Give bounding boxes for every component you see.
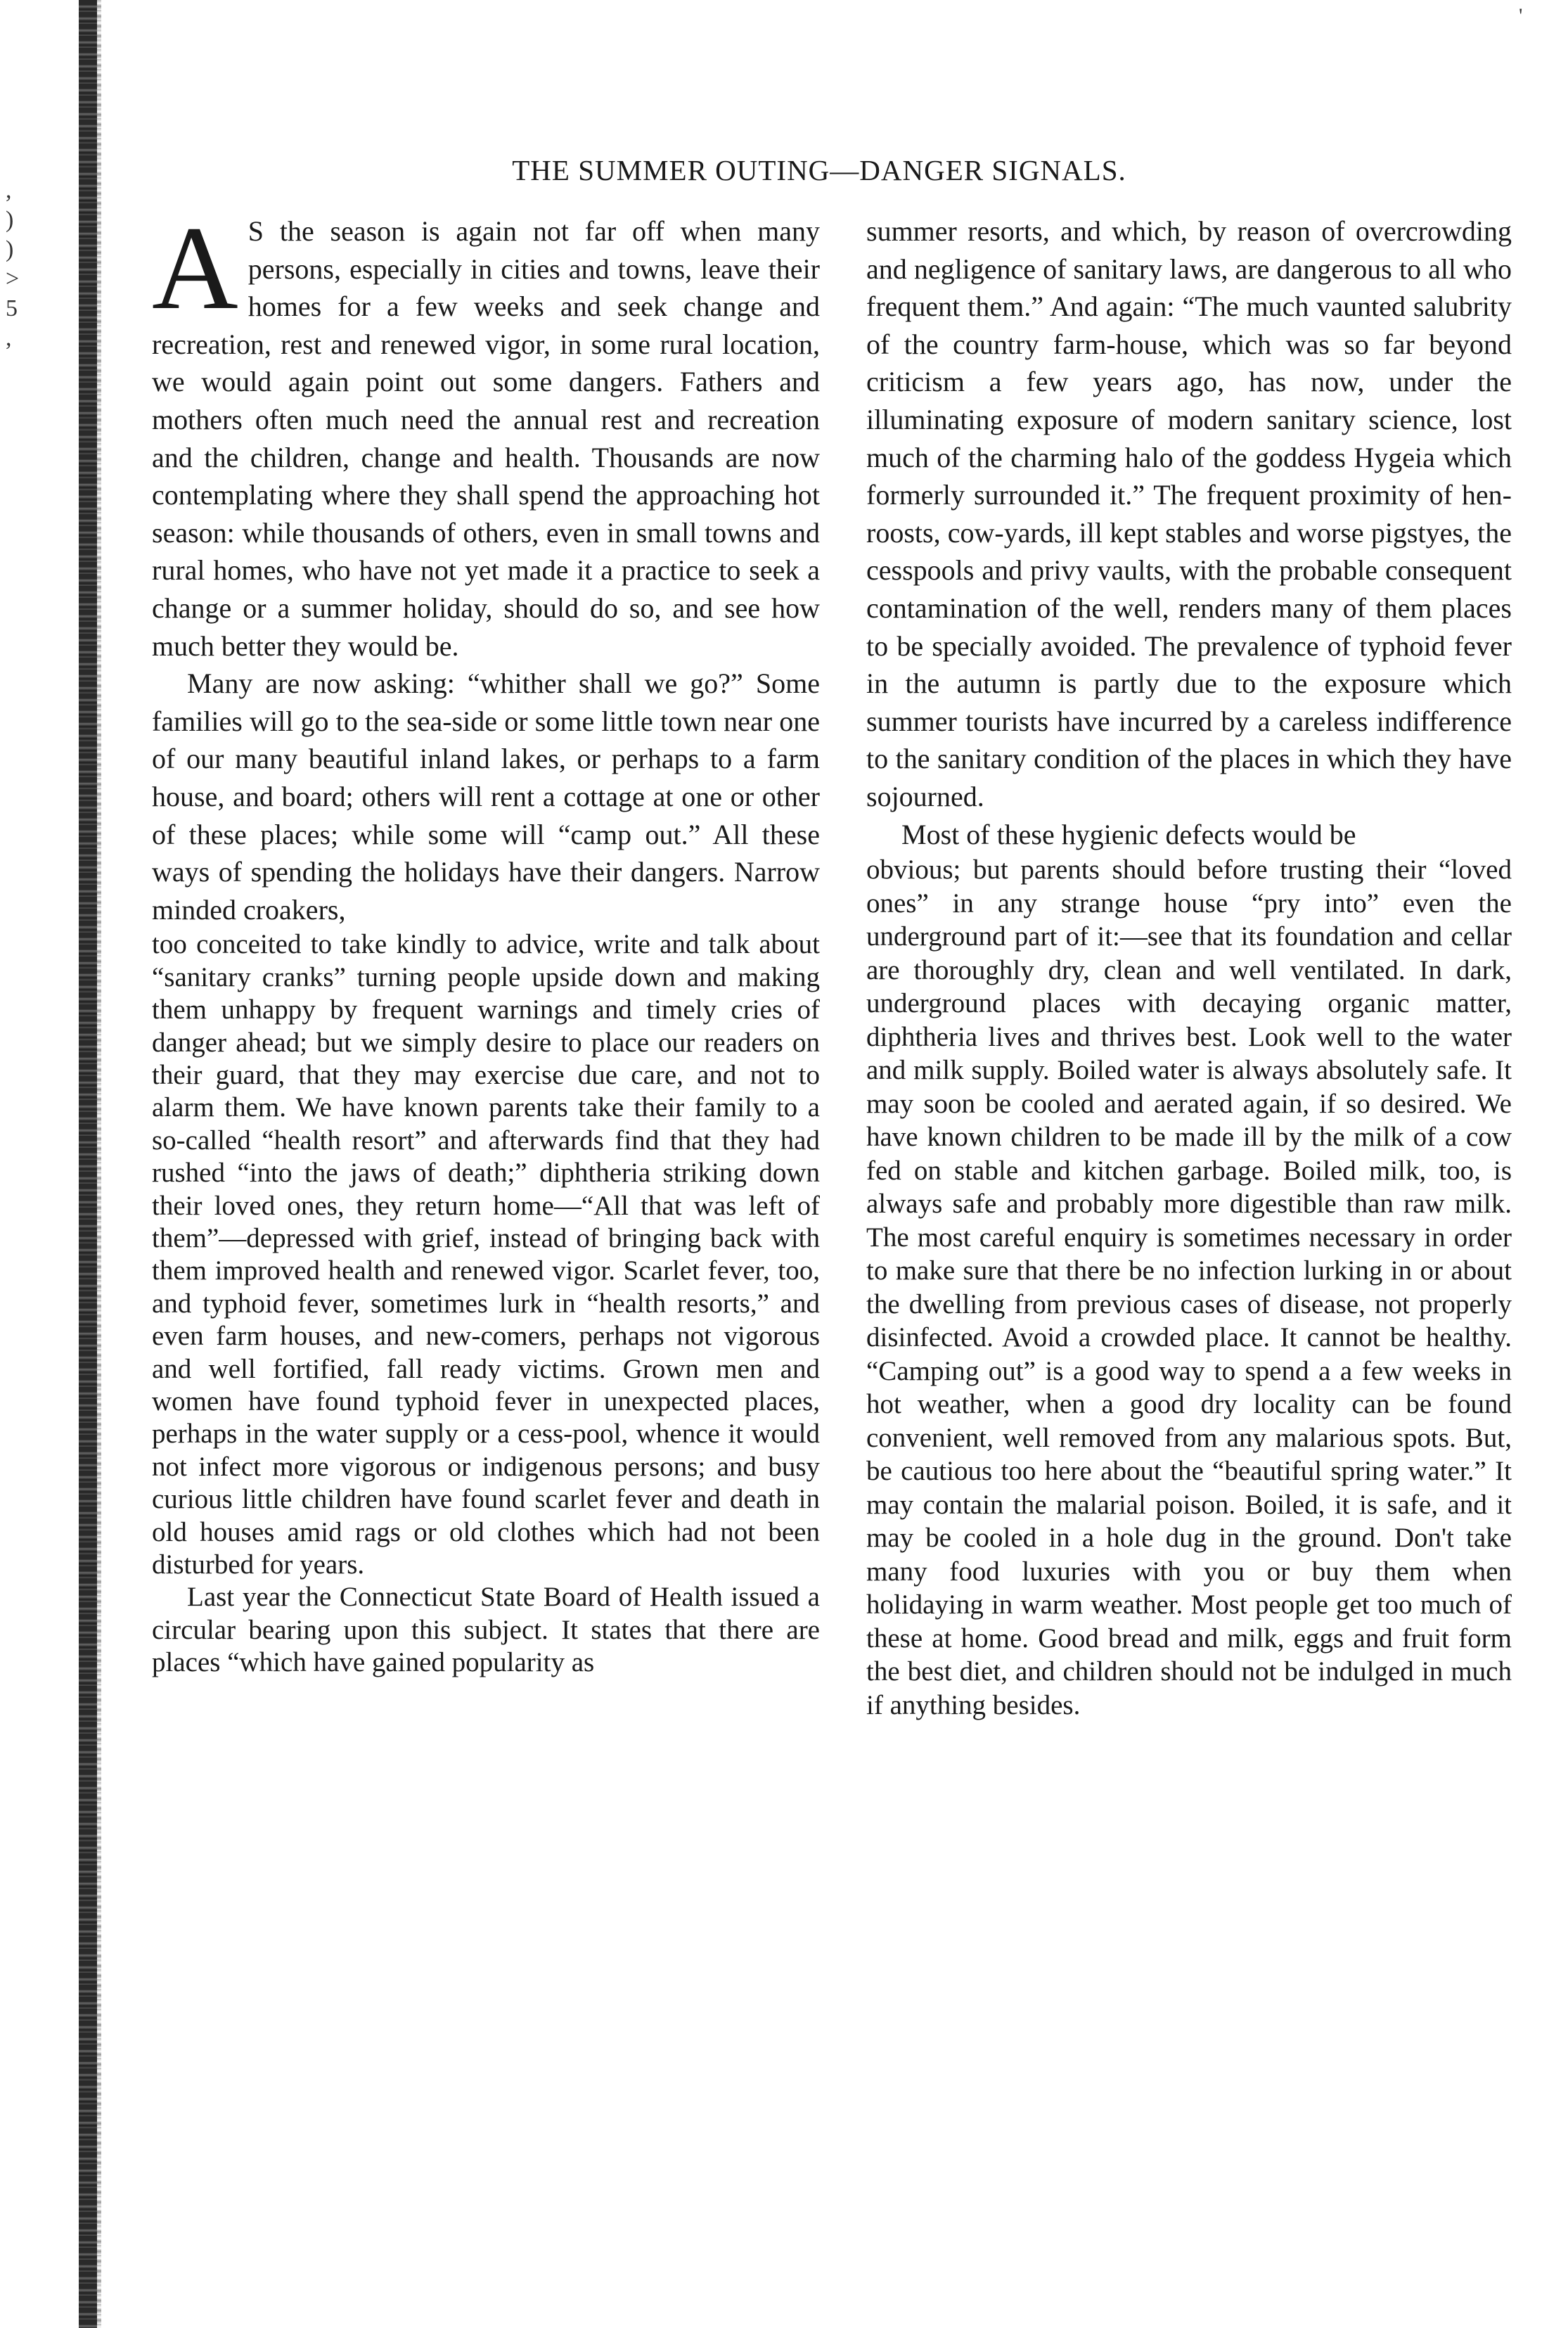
paragraph-connecticut <box>152 1581 820 1679</box>
paragraph-intro <box>152 202 820 665</box>
paragraph-text: S the season is again not far off when many persons, especially in cities and towns, leave their homes for a few weeks and seek change and recreation, rest and renewed vigor, in some rural location, we would again point out some dangers. Fathers and mothers often much need the annual rest and recreation and the children, change and health. Thousands are now contemplating where they shall spend the approaching hot season: while thousands of others, even in small towns and rural homes, who have not yet made it a practice to seek a change or a summer holiday, should do so, and see how much better they would be. <box>152 215 820 662</box>
drop-cap: A <box>152 202 238 334</box>
paragraph-hygienic <box>866 816 1512 854</box>
paragraph-text: Last year the Connecticut State Board of Health issued a circular bearing upon this subject. It states that there are places “which have gained popularity as <box>152 1582 820 1678</box>
margin-mark: ) <box>6 207 14 233</box>
margin-mark: , <box>6 177 12 203</box>
paragraph-hygienic-cont <box>866 853 1512 1722</box>
paragraph-resorts <box>866 212 1512 816</box>
paragraph-whither <box>152 665 820 928</box>
paragraph-whither-cont <box>152 928 820 1581</box>
page-title: THE SUMMER OUTING—DANGER SIGNALS. <box>512 154 1126 186</box>
page-binding-shadow <box>97 0 101 2328</box>
margin-marks <box>6 176 20 353</box>
margin-mark: ) <box>6 236 14 262</box>
paragraph-text: obvious; but parents should before trusting their “loved ones” in any strange house “pry into” even the underground part of it:—see that its foundation and cellar are thoroughly dry, clean and well ventilated. In dark, underground places with decaying organic matter, diphtheria lives and thrives best. Look well to the water and milk supply. Boiled water is always absolutely safe. It may soon be cooled and aerated again, if so desired. We have known children to be made ill by the milk of a cow fed on stable and kitchen garbage. Boiled milk, too, is always safe and probably more digestible than raw milk. The most careful enquiry is sometimes necessary in order to make sure that there be no infection lurking in or about the dwelling from previous cases of disease, not properly disinfected. Avoid a crowded place. It cannot be healthy. “Camping out” is a good way to spend a a few weeks in hot weather, when a good dry locality can be found convenient, well removed from any malarious spots. But, be cautious too here about the “beautiful spring water.” It may contain the malarial poison. Boiled, it is safe, and it may be cooled in a hole dug in the ground. Don't take many food luxuries with you or buy them when holidaying in warm weather. Most people get too much of these at home. Good bread and milk, eggs and fruit form the best diet, and children should not be indulged in much if anything besides. <box>866 855 1512 1720</box>
paragraph-text: Most of these hygienic defects would be <box>901 818 1356 850</box>
article-column-right <box>866 212 1512 1722</box>
paragraph-text: too conceited to take kindly to advice, write and talk about “sanitary cranks” turning people upside down and making them unhappy by frequent warnings and timely cries of danger ahead; but we simply desire to place our readers on their guard, that they may exercise due care, and not to alarm them. We have known parents take their family to a so-called “health resort” and afterwards find that they had rushed “into the jaws of death;” diphtheria striking down their loved ones, they return home—“All that was left of them”—depressed with grief, instead of bringing back with them improved health and renewed vigor. Scarlet fever, too, and typhoid fever, sometimes lurk in “health resorts,” and even farm houses, and new-comers, perhaps not vigorous and well fortified, fall ready victims. Grown men and women have found typhoid fever in unexpected places, perhaps in the water supply or a cess-pool, whence it would not infect more vigorous or indigenous persons; and busy curious little children have found scarlet fever and death in old houses amid rags or old clothes which had not been disturbed for years. <box>152 929 820 1580</box>
margin-mark: , <box>6 325 12 351</box>
top-tick-mark: ' <box>1519 4 1523 27</box>
margin-mark: 5 <box>6 295 18 321</box>
paragraph-text: summer resorts, and which, by reason of overcrowding and negligence of sanitary laws, are dangerous to all who frequent them.” And again: “The much vaunted salubrity of the country farm-house, which was so far beyond criticism a few years ago, has now, under the illuminating exposure of modern sanitary science, lost much of the charming halo of the goddess Hygeia which formerly surrounded it.” The frequent proximity of hen-roosts, cow-yards, ill kept stables and worse pigstyes, the cesspools and privy vaults, with the probable consequent contamination of the well, renders many of them places to be specially avoided. The prevalence of typhoid fever in the autumn is partly due to the exposure which summer tourists have incurred by a careless indifference to the sanitary condition of the places in which they have sojourned. <box>866 215 1512 812</box>
margin-mark: > <box>6 266 20 292</box>
paragraph-text: Many are now asking: “whither shall we go?” Some families will go to the sea-side or some little town near one of our many beautiful inland lakes, or perhaps to a farm house, and board; others will rent a cottage at one or other of these places; while some will “camp out.” All these ways of spending the holidays have their dangers. Narrow minded croakers, <box>152 667 820 926</box>
page-binding-edge <box>79 0 97 2328</box>
article-column-left <box>152 202 820 1680</box>
